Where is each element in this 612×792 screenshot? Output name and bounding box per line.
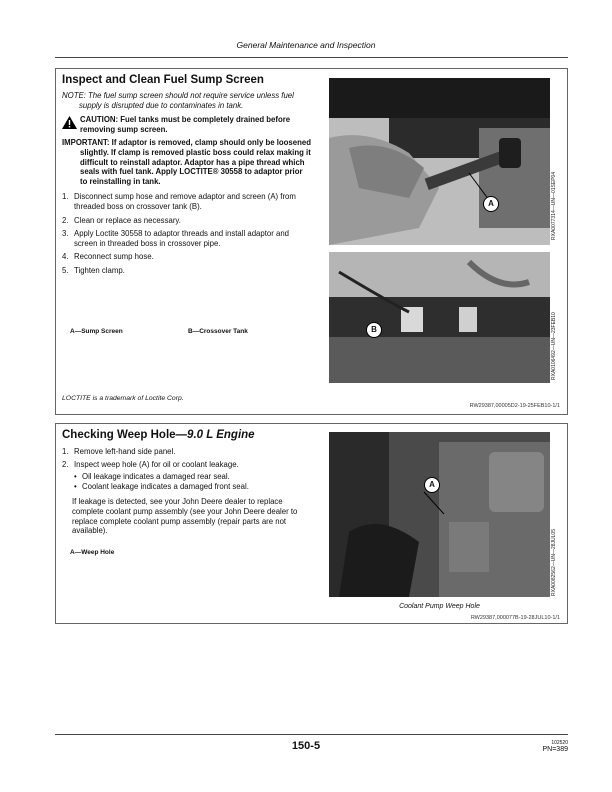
crossover-tank-illustration bbox=[329, 252, 550, 383]
footer-rule bbox=[55, 734, 568, 735]
legend-a: A—Sump Screen bbox=[70, 328, 123, 335]
crossover-tank-photo bbox=[329, 252, 550, 383]
running-header: General Maintenance and Inspection bbox=[236, 40, 376, 50]
page-number: 150-5 bbox=[291, 740, 321, 752]
weep-step-2: 2. Inspect weep hole (A) for oil or coolant leakage. bbox=[62, 459, 239, 469]
trademark-note: LOCTITE is a trademark of Loctite Corp. bbox=[62, 395, 184, 402]
photo3-id: RXA0082562—UN—28JUL05 bbox=[551, 529, 557, 596]
section1-title: Inspect and Clean Fuel Sump Screen bbox=[62, 74, 264, 86]
important-text: IMPORTANT: If adaptor is removed, clamp should only be loosened slightly. If clamp is removed plastic boss could relax making it difficult to reinstall adaptor. Adaptor has a pipe thread which seals with fuel tank. Apply LOCTITE® 30558 to adaptor prior to reinstalling in tank. bbox=[62, 138, 311, 186]
weep-hole-illustration bbox=[329, 432, 550, 597]
steps-list bbox=[62, 192, 312, 275]
warning-triangle-icon bbox=[62, 116, 77, 129]
weep-hole-photo bbox=[329, 432, 550, 597]
step-4: 4. Reconnect sump hose. bbox=[62, 252, 154, 262]
bullet-oil: • Oil leakage indicates a damaged rear seal. bbox=[62, 472, 312, 482]
sump-screen-illustration bbox=[329, 78, 550, 245]
sump-screen-photo bbox=[329, 78, 550, 245]
photo2-id: RXA0106492—UN—23FEB10 bbox=[551, 312, 557, 380]
photo-caption: Coolant Pump Weep Hole bbox=[399, 603, 480, 610]
callout-weep-a: A bbox=[424, 477, 440, 493]
callout-b: B bbox=[366, 322, 382, 338]
photo1-id: RXA0077314—UN—01SEP04 bbox=[551, 171, 557, 240]
weep-step-1: 1. Remove left-hand side panel. bbox=[62, 447, 176, 456]
section2-text bbox=[62, 447, 312, 536]
step-1: 1. Disconnect sump hose and remove adaptor and screen (A) from threaded boss on crossover tank (B). bbox=[62, 192, 296, 211]
step-3: 3. Apply Loctite 30558 to adaptor threads and install adaptor and screen in threaded boss in crossover pipe. bbox=[62, 229, 290, 248]
footer-code: 102520 bbox=[551, 740, 568, 746]
legend-weep-hole: A—Weep Hole bbox=[70, 549, 115, 556]
caution-text: CAUTION: Fuel tanks must be completely drained before removing sump screen. bbox=[80, 115, 291, 134]
header-rule bbox=[55, 57, 568, 58]
section2-title: Checking Weep Hole—9.0 L Engine bbox=[62, 429, 255, 441]
footer-pn: PN=389 bbox=[542, 746, 568, 753]
step-5: 5. Tighten clamp. bbox=[62, 265, 125, 275]
section1-ref: RW29387,00005D2-19-25FEB10-1/1 bbox=[469, 403, 560, 409]
note-text: NOTE: The fuel sump screen should not require service unless fuel supply is disrupted due to contaminates in tank. bbox=[62, 91, 294, 110]
callout-a: A bbox=[483, 196, 499, 212]
caution-block bbox=[62, 115, 312, 134]
section2-ref: RW29387,000077B-19-28JUL10-1/1 bbox=[470, 615, 560, 621]
step-2: 2. Clean or replace as necessary. bbox=[62, 215, 181, 225]
section1-text bbox=[62, 91, 312, 280]
dealer-paragraph: If leakage is detected, see your John Deere dealer to replace complete coolant pump assembly (see your John Deere dealer to replace complete coolant pump assembly (repair parts are not available). bbox=[72, 497, 298, 536]
bullet-coolant: • Coolant leakage indicates a damaged front seal. bbox=[62, 482, 312, 492]
legend-b: B—Crossover Tank bbox=[188, 328, 248, 335]
